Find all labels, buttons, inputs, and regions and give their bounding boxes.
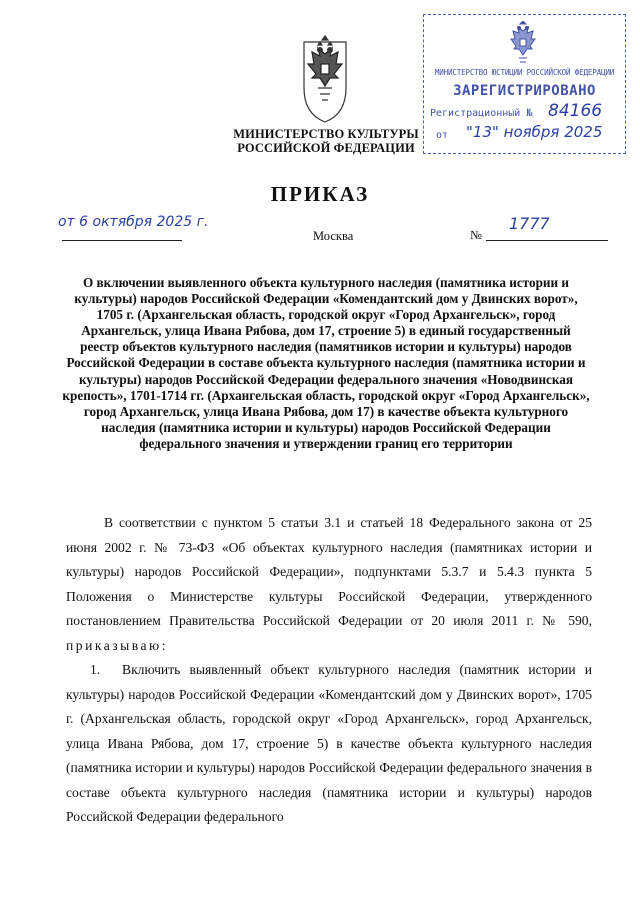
stamp-emblem-icon [506, 21, 540, 67]
order-date: от 6 октября 2025 г. [58, 214, 209, 230]
ministry-line-2: РОССИЙСКОЙ ФЕДЕРАЦИИ [237, 141, 415, 155]
stamp-date-value: "13" ноября 2025 [466, 123, 603, 141]
stamp-date-label: от [436, 130, 449, 141]
order-word: приказываю: [66, 637, 168, 653]
preamble-text: В соответствии с пунктом 5 статьи 3.1 и статьей 18 Федерального закона от 25 июня 2002 г. № 73-ФЗ «Об объектах культурного наследия (памятниках истории и культуры) народов Российской Федерации», подпунктами 5.3.7 и 5.4.3 пункта 5 Положения о Министерстве культуры Российской Федерации, утвержденного постановлением Правительства Российской Федерации от 20 июля 2011 г. № 590, [66, 515, 592, 628]
russian-coat-of-arms-icon [296, 34, 354, 124]
list-item-1 [66, 658, 592, 830]
number-sign: № [470, 228, 482, 242]
preamble-paragraph [66, 511, 592, 658]
order-number: 1777 [509, 214, 550, 233]
item-number: 1. [90, 662, 101, 677]
ministry-name [210, 127, 442, 155]
stamp-reg-number: 84166 [548, 101, 603, 121]
order-city: Москва [313, 229, 354, 243]
order-heading: О включении выявленного объекта культурного наследия (памятника истории и культуры) народов Российской Федерации «Комендантский дом у Двинских ворот», 1705 г. (Архангельская область, городской округ «Город Архангельск», город Архангельск, улица Ивана Рябова, дом 17, строение 5) в единый государственный реестр объектов культурного наследия (памятников истории и культуры) народов Российской Федерации в составе объекта культурного наследия (памятника истории и культуры) народов Российской Федерации федерального значения «Новодвинская крепость», 1701-1714 гг. (Архангельская область, городской округ «Город Архангельск», город Архангельск, улица Ивана Рябова, дом 17) в качестве объекта культурного наследия (памятника истории и культуры) народов Российской Федерации федерального значения и утверждении границ его территории [62, 275, 590, 451]
stamp-ministry: МИНИСТЕРСТВО ЮСТИЦИИ РОССИЙСКОЙ ФЕДЕРАЦИИ [434, 68, 615, 77]
order-title: ПРИКАЗ [270, 182, 370, 206]
stamp-registered: ЗАРЕГИСТРИРОВАНО [453, 83, 596, 99]
ministry-line-1: МИНИСТЕРСТВО КУЛЬТУРЫ [233, 127, 419, 141]
item-text: Включить выявленный объект культурного наследия (памятник истории и культуры) народов Российской Федерации «Комендантский дом у Двинских ворот», 1705 г. (Архангельская область, городской округ «Город Архангельск», город Архангельск, улица Ивана Рябова, дом 17, строение 5) в качестве объекта культурного наследия (памятника истории и культуры) народов Российской Федерации федерального значения в составе объекта культурного наследия (памятника истории и культуры) народов Российской Федерации федерального [66, 662, 592, 824]
registration-stamp [423, 14, 626, 154]
stamp-reg-label: Регистрационный № [430, 108, 533, 119]
order-body [66, 511, 592, 830]
